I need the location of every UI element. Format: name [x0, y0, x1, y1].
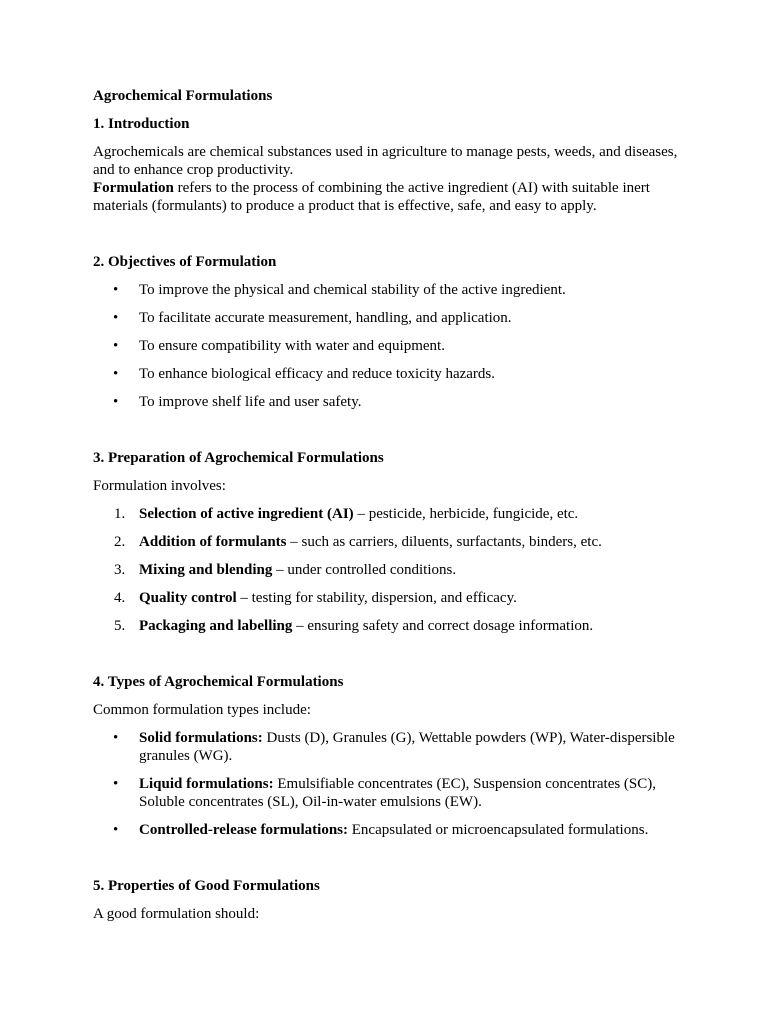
list-item-text: To ensure compatibility with water and equipment. — [139, 338, 445, 354]
list-number: 4. — [114, 590, 126, 606]
step-description: – pesticide, herbicide, fungicide, etc. — [353, 506, 579, 522]
type-description: Emulsifiable concentrates (EC), Suspension concentrates (SC), Soluble concentrates (SL), Oil-in-water emulsions (EW). — [139, 776, 657, 810]
list-item-text: To improve shelf life and user safety. — [139, 394, 362, 410]
list-item — [93, 533, 693, 551]
objectives-list — [93, 281, 693, 411]
section-4-heading: 4. Types of Agrochemical Formulations — [93, 674, 344, 690]
list-number: 3. — [114, 562, 126, 578]
step-title: Quality control — [139, 590, 237, 606]
section-5-heading: 5. Properties of Good Formulations — [93, 878, 320, 894]
list-item — [93, 505, 693, 523]
type-description: Dusts (D), Granules (G), Wettable powders (WP), Water-dispersible granules (WG). — [139, 730, 675, 764]
step-title: Packaging and labelling — [139, 618, 293, 634]
intro-paragraph: Agrochemicals are chemical substances used in agriculture to manage pests, weeds, and diseases, and to enhance crop productivity. — [93, 144, 678, 178]
list-item — [93, 729, 693, 765]
formulation-term: Formulation — [93, 180, 174, 196]
formulation-definition — [93, 179, 693, 215]
section-2-heading: 2. Objectives of Formulation — [93, 254, 277, 270]
document-title: Agrochemical Formulations — [93, 88, 273, 104]
type-title: Liquid formulations: — [139, 776, 274, 792]
preparation-steps-list — [93, 505, 693, 635]
step-title: Mixing and blending — [139, 562, 273, 578]
bullet-icon: • — [113, 776, 119, 792]
step-description: – such as carriers, diluents, surfactants, binders, etc. — [286, 534, 602, 550]
section-5-intro: A good formulation should: — [93, 906, 260, 922]
section-3-heading: 3. Preparation of Agrochemical Formulations — [93, 450, 384, 466]
section-1-heading: 1. Introduction — [93, 116, 190, 132]
bullet-icon: • — [113, 730, 119, 746]
list-item-text: To improve the physical and chemical stability of the active ingredient. — [139, 282, 566, 298]
type-title: Controlled-release formulations: — [139, 822, 348, 838]
step-title: Selection of active ingredient (AI) — [139, 506, 354, 522]
list-item — [93, 589, 693, 607]
list-item-text: To enhance biological efficacy and reduce toxicity hazards. — [139, 366, 496, 382]
list-item — [93, 617, 693, 635]
list-number: 1. — [114, 506, 126, 522]
list-item — [93, 309, 693, 327]
step-description: – under controlled conditions. — [272, 562, 457, 578]
step-description: – ensuring safety and correct dosage information. — [292, 618, 594, 634]
list-item — [93, 393, 693, 411]
bullet-icon: • — [113, 338, 119, 354]
list-item — [93, 561, 693, 579]
formulation-definition-text: refers to the process of combining the active ingredient (AI) with suitable inert materials (formulants) to produce a product that is effective, safe, and easy to apply. — [93, 180, 650, 214]
document-body — [93, 87, 693, 933]
bullet-icon: • — [113, 310, 119, 326]
type-description: Encapsulated or microencapsulated formulations. — [348, 822, 649, 838]
list-item — [93, 821, 693, 839]
step-title: Addition of formulants — [139, 534, 287, 550]
section-3-intro: Formulation involves: — [93, 478, 226, 494]
bullet-icon: • — [113, 394, 119, 410]
bullet-icon: • — [113, 282, 119, 298]
step-description: – testing for stability, dispersion, and efficacy. — [236, 590, 517, 606]
section-4-intro: Common formulation types include: — [93, 702, 311, 718]
list-item — [93, 775, 693, 811]
list-item — [93, 365, 693, 383]
list-item — [93, 281, 693, 299]
list-number: 5. — [114, 618, 126, 634]
formulation-types-list — [93, 729, 693, 839]
bullet-icon: • — [113, 366, 119, 382]
list-number: 2. — [114, 534, 126, 550]
list-item — [93, 337, 693, 355]
type-title: Solid formulations: — [139, 730, 263, 746]
bullet-icon: • — [113, 822, 119, 838]
list-item-text: To facilitate accurate measurement, handling, and application. — [139, 310, 512, 326]
